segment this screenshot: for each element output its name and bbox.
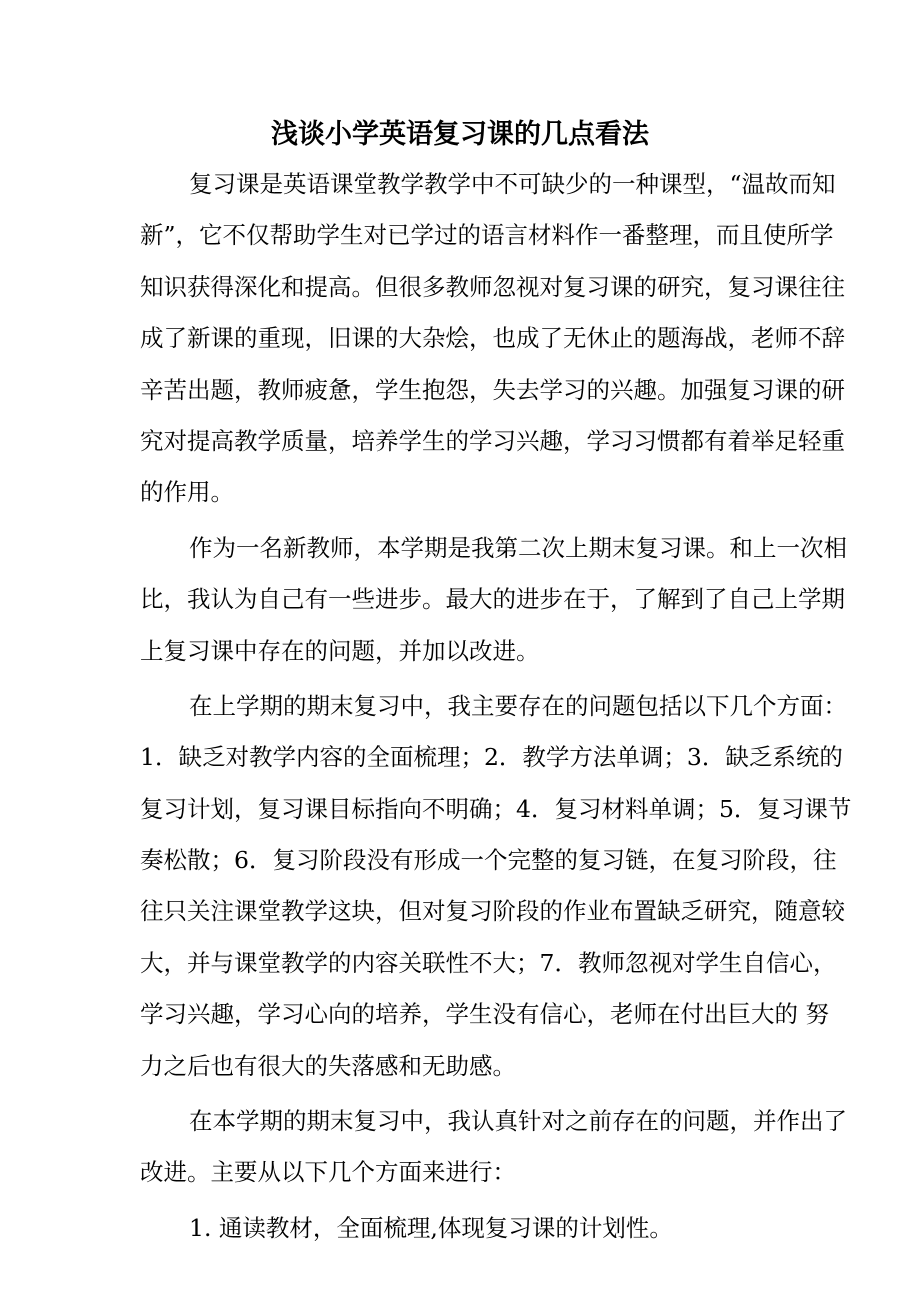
text-line: 比，我认为自己有一些进步。最大的进步在于，了解到了自己上学期 (140, 585, 845, 614)
text-line: 力之后也有很大的失落感和无助感。 (140, 1051, 516, 1080)
paragraph-intro (140, 159, 845, 519)
text-line: 的作用。 (140, 478, 234, 507)
text-line: 辛苦出题，教师疲惫，学生抱怨，失去学习的兴趣。加强复习课的研 (140, 375, 845, 404)
text-line: 1．缺乏对教学内容的全面梳理；2．教学方法单调；3．缺乏系统的 (140, 743, 843, 772)
text-line: 在上学期的期末复习中，我主要存在的问题包括以下几个方面： (189, 691, 847, 720)
text-line: 知识获得深化和提高。但很多教师忽视对复习课的研究，复习课往往 (140, 272, 845, 301)
text-line: 上复习课中存在的问题，并加以改进。 (140, 636, 540, 665)
text-line: 成了新课的重现，旧课的大杂烩，也成了无休止的题海战，老师不辞 (140, 324, 845, 353)
text-line: 作为一名新教师，本学期是我第二次上期末复习课。和上一次相 (189, 533, 847, 562)
text-line: 往只关注课堂教学这块，但对复习阶段的作业布置缺乏研究，随意较 (140, 897, 845, 926)
text-line: 1. 通读教材，全面梳理,体现复习课的计划性。 (189, 1213, 673, 1242)
paragraph-new-teacher (140, 523, 847, 677)
paragraph-improvements (140, 1096, 847, 1199)
text-line: 奏松散；6．复习阶段没有形成一个完整的复习链，在复习阶段，往 (140, 846, 837, 875)
text-line: 复习课是英语课堂教学教学中不可缺少的一种课型，“温故而知 (189, 170, 836, 198)
text-line: 新”，它不仅帮助学生对已学过的语言材料作一番整理，而且使所学 (140, 221, 834, 250)
text-line: 在本学期的期末复习中，我认真针对之前存在的问题，并作出了 (189, 1107, 847, 1136)
document-title: 浅谈小学英语复习课的几点看法 (271, 119, 649, 150)
document-body (140, 159, 852, 1258)
paragraph-point-1 (140, 1203, 781, 1254)
paragraph-problems (140, 681, 852, 1092)
text-line: 学习兴趣，学习心向的培养，学生没有信心，老师在付出巨大的 努 (140, 1000, 829, 1029)
text-line: 究对提高教学质量，培养学生的学习兴趣，学习习惯都有着举足轻重 (140, 426, 845, 455)
text-line: 复习计划，复习课目标指向不明确；4．复习材料单调；5．复习课节 (140, 794, 852, 823)
text-line: 大，并与课堂教学的内容关联性不大；7．教师忽视对学生自信心， (140, 948, 837, 977)
text-line: 改进。主要从以下几个方面来进行： (140, 1158, 516, 1187)
